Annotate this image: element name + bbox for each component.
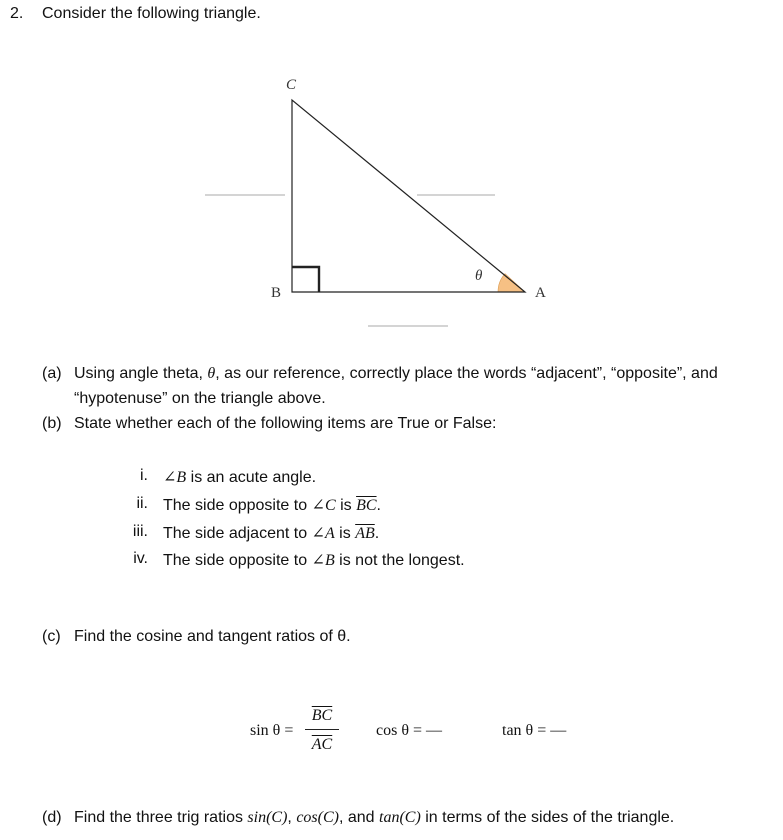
part-d-text: Find the three trig ratios sin(C), cos(C), and tan(C) in terms of the sides of the triangle.: [74, 809, 675, 826]
question-prompt: Consider the following triangle.: [42, 5, 261, 22]
item-number: i.: [140, 467, 148, 484]
part-a-label: (a): [42, 365, 62, 382]
cos-lhs: cos θ =: [376, 722, 427, 739]
tan-blank: —: [550, 722, 567, 739]
right-angle-marker: [292, 267, 319, 292]
part-a-theta: θ: [207, 365, 216, 382]
cos-c: cos(C): [296, 809, 339, 826]
part-a-line1: [74, 365, 718, 383]
sin-c: sin(C): [247, 809, 288, 826]
angle-symbol: ∠B: [311, 552, 335, 569]
part-c-text: Find the cosine and tangent ratios of θ.: [74, 628, 351, 645]
right-triangle: [292, 100, 525, 292]
part-a-text-before: Using angle theta,: [74, 365, 208, 382]
sin-equation-lhs: sin θ =: [250, 722, 294, 739]
question-number: 2.: [10, 5, 24, 22]
list-item: The side adjacent to ∠A is $\overline{AB}$.: [163, 525, 380, 542]
list-item: ∠B is an acute angle.: [163, 469, 317, 486]
vertex-a-label: A: [535, 285, 546, 301]
part-b-text: State whether each of the following items are True or False:: [74, 415, 497, 432]
tan-c: tan(C): [379, 809, 421, 826]
tan-lhs: tan θ =: [502, 722, 551, 739]
item-number: iv.: [133, 550, 148, 567]
angle-symbol: ∠C: [311, 497, 336, 514]
part-a-text-after: , as our reference, correctly place the words “adjacent”, “opposite”, and: [215, 365, 718, 382]
segment-symbol: $\overline{AB}$: [355, 525, 375, 542]
part-c-label: (c): [42, 628, 61, 645]
fraction-bar: [305, 729, 339, 730]
list-item: The side opposite to ∠C is $\overline{BC}$.: [163, 497, 381, 514]
sin-denominator: $\overline{AC}$: [311, 736, 333, 753]
sin-numerator: $\overline{BC}$: [311, 707, 333, 724]
part-b-label: (b): [42, 415, 62, 432]
item-number: ii.: [136, 495, 148, 512]
triangle-diagram: [200, 70, 546, 340]
part-d-label: (d): [42, 809, 62, 826]
cos-equation: [376, 722, 442, 740]
tan-equation: [502, 722, 566, 740]
cos-blank: —: [426, 722, 443, 739]
list-item: The side opposite to ∠B is not the longest.: [163, 552, 465, 569]
part-a-line2: “hypotenuse” on the triangle above.: [74, 390, 326, 407]
vertex-b-label: B: [271, 285, 282, 301]
theta-label: θ: [475, 268, 483, 284]
vertex-c-label: C: [286, 77, 297, 93]
angle-symbol: ∠A: [311, 525, 335, 542]
segment-symbol: $\overline{BC}$: [356, 497, 377, 514]
angle-symbol: ∠B: [163, 469, 187, 486]
item-number: iii.: [132, 523, 148, 540]
